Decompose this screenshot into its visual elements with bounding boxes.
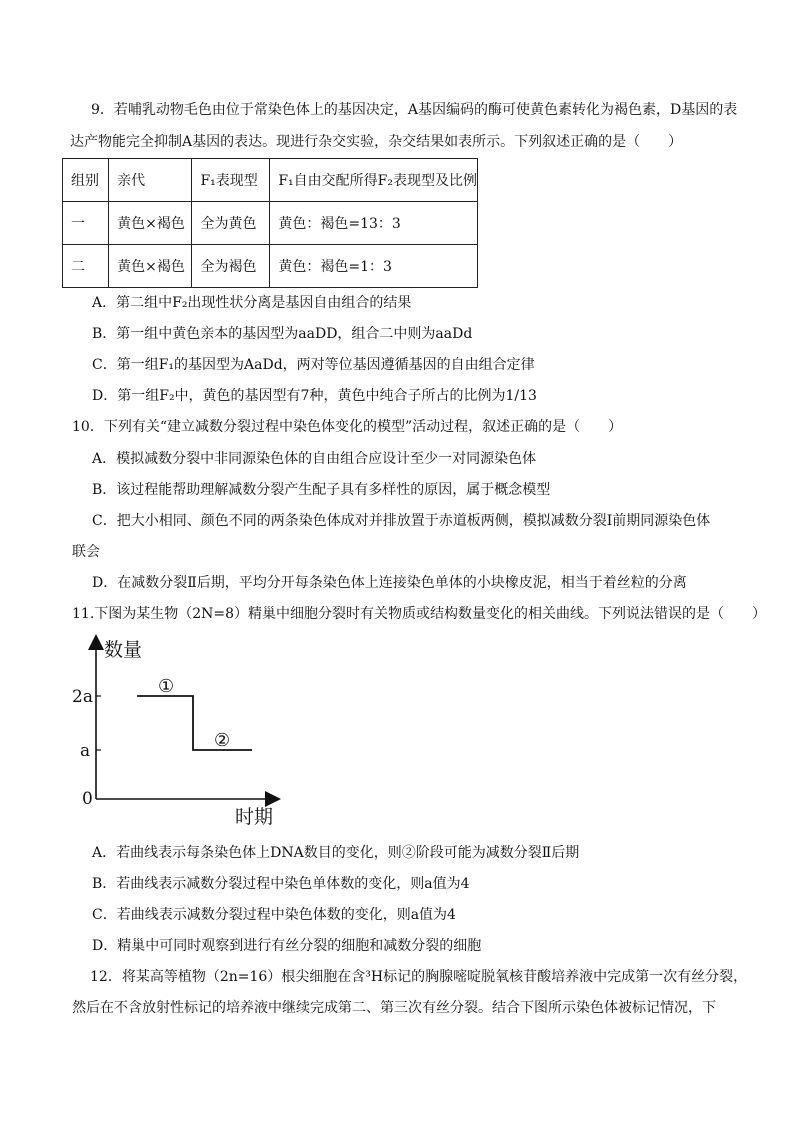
q11-curve-line (137, 696, 252, 750)
q12-stem-line2: 然后在不含放射性标记的培养液中继续完成第二、第三次有丝分裂。结合下图所示染色体被标记情况，下 (72, 1000, 716, 1016)
q11-option-d: D．精巢中可同时观察到进行有丝分裂的细胞和减数分裂的细胞 (92, 938, 482, 954)
q9-option-c: C．第一组F₁的基因型为AaDd，两对等位基因遵循基因的自由组合定律 (92, 357, 535, 373)
table-header-cell: F₁表现型 (192, 159, 270, 202)
q10-option-c: C．把大小相同、颜色不同的两条染色体成对并排放置于赤道板两侧，模拟减数分裂Ⅰ前期同源染色体 (92, 513, 711, 529)
x-axis-label: 时期 (235, 806, 274, 828)
table-cell: 黄色：褐色=1：3 (270, 245, 478, 288)
y-tick-label-2a: 2a (72, 687, 93, 707)
q11-stem: 11.下图为某生物（2N=8）精巢中细胞分裂时有关物质或结构数量变化的相关曲线。下列说法错误的是（ ） (72, 606, 767, 622)
table-cell: 黄色×褐色 (109, 202, 192, 245)
table-header-row (63, 159, 478, 202)
q9-table (62, 158, 478, 288)
q10-option-b: B．该过程能帮助理解减数分裂产生配子具有多样性的原因，属于概念模型 (92, 482, 551, 498)
q9-option-b: B．第一组中黄色亲本的基因型为aaDD，组合二中则为aaDd (92, 326, 473, 342)
table-cell: 全为黄色 (192, 202, 270, 245)
q11-chart (70, 632, 290, 832)
q11-option-b: B．若曲线表示减数分裂过程中染色单体数的变化，则a值为4 (92, 876, 470, 892)
q10-option-d: D．在减数分裂Ⅱ后期，平均分开每条染色体上连接染色单体的小块橡皮泥，相当于着丝粒的分离 (92, 575, 687, 591)
q10-stem: 10．下列有关“建立减数分裂过程中染色体变化的模型”活动过程，叙述正确的是（ ） (72, 419, 623, 435)
table-cell: 一 (63, 202, 109, 245)
table-header-cell: 组别 (63, 159, 109, 202)
table-row (63, 202, 478, 245)
segment-label-2: ② (214, 730, 231, 751)
y-tick-label-0: 0 (82, 789, 93, 809)
q10-option-a: A．模拟减数分裂中非同源染色体的自由组合应设计至少一对同源染色体 (92, 451, 537, 467)
table-cell: 黄色×褐色 (109, 245, 192, 288)
q9-stem-line2: 达产物能完全抑制A基因的表达。现进行杂交实验，杂交结果如表所示。下列叙述正确的是（ ） (70, 134, 683, 150)
table-cell: 黄色：褐色=13：3 (270, 202, 478, 245)
segment-label-1: ① (158, 676, 175, 697)
y-tick-label-a: a (80, 741, 91, 761)
q12-stem-line1: 12．将某高等植物（2n=16）根尖细胞在含³H标记的胸腺嘧啶脱氧核苷酸培养液中完成第一次有丝分裂， (90, 969, 748, 985)
q11-option-c: C．若曲线表示减数分裂过程中染色体数的变化，则a值为4 (92, 907, 456, 923)
y-axis-label: 数量 (104, 639, 143, 661)
q10-option-c-cont: 联会 (72, 544, 100, 560)
table-header-cell: 亲代 (109, 159, 192, 202)
table-cell: 全为褐色 (192, 245, 270, 288)
table-row (63, 245, 478, 288)
table-cell: 二 (63, 245, 109, 288)
q9-stem-line1: 9．若哺乳动物毛色由位于常染色体上的基因决定，A基因编码的酶可使黄色素转化为褐色素，D基因的表 (91, 102, 738, 118)
q11-option-a: A．若曲线表示每条染色体上DNA数目的变化，则②阶段可能为减数分裂Ⅱ后期 (92, 845, 580, 861)
table-header-cell: F₁自由交配所得F₂表现型及比例 (270, 159, 478, 202)
q9-option-a: A．第二组中F₂出现性状分离是基因自由组合的结果 (92, 295, 412, 311)
q9-option-d: D．第一组F₂中，黄色的基因型有7种，黄色中纯合子所占的比例为1/13 (92, 388, 537, 404)
